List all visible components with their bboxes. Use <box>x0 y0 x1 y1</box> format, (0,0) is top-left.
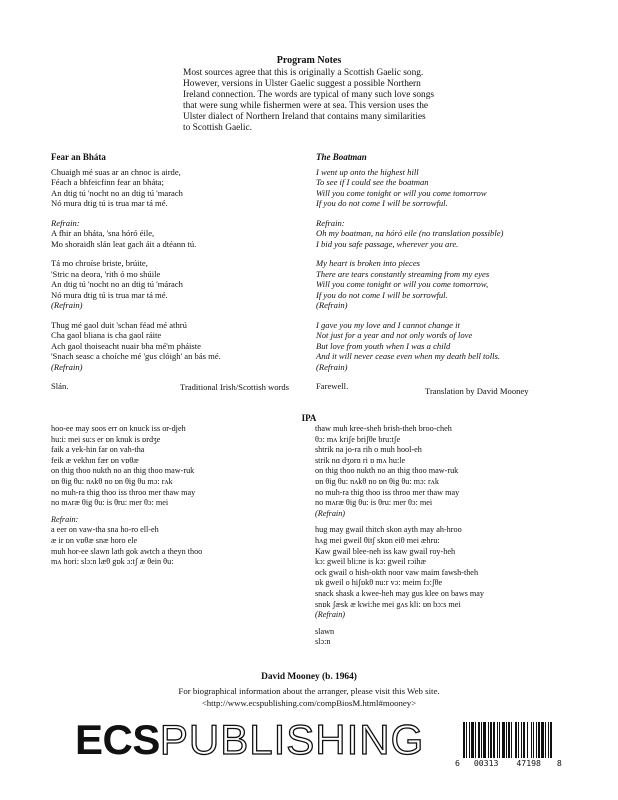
refrain-marker: (Refrain) <box>51 300 83 310</box>
barcode-bar <box>541 722 544 758</box>
refrain-marker: (Refrain) <box>316 300 348 310</box>
barcode-bar <box>508 722 510 758</box>
ipa-line: (Refrain) <box>315 610 346 620</box>
ipa-line: muh hor-ee slawn lath gok awtch a theyn thoo <box>51 546 203 556</box>
english-stanza <box>316 218 596 250</box>
lyric-line: 'Snach seasc a choíche mé 'gus clóigh' an bás mé. <box>51 351 221 361</box>
irish-stanza <box>51 258 301 311</box>
barcode-bar <box>463 722 465 758</box>
barcode-bar <box>493 722 495 758</box>
ecs-publishing-logo <box>75 718 424 762</box>
english-stanza <box>316 258 596 311</box>
ipa-line: strik nɑ dʒorɑ ri ɒ mʌ hu:le <box>315 455 406 465</box>
ipa-line: no mʌræ θig θu: is θru: mer θɔ: mei <box>315 498 433 508</box>
barcode-bar <box>545 722 546 758</box>
ipa-line: hoo-ee may soos err on knuck iss or-djeh <box>51 424 186 433</box>
notes-line: Most sources agree that this is originally a Scottish Gaelic song. <box>183 68 424 78</box>
notes-line: Ireland connection. The words are typical of many such love songs <box>183 90 435 100</box>
lyric-line: Nó mura dtig tú is trua mar tá mé. <box>51 289 168 300</box>
lyric-line: Cha gaol bliana is cha gaol ráite <box>51 330 162 340</box>
barcode-bar <box>469 722 470 758</box>
irish-heading: Fear an Bháta <box>51 152 106 162</box>
barcode-bar <box>515 722 517 758</box>
ipa-line: feik æ vekhɪn fær ɒn vɒθæ <box>51 455 139 465</box>
lyric-line: If you do not come I will be sorrowful. <box>316 198 448 208</box>
barcode-bar <box>478 722 480 758</box>
notes-line: Ulster dialect of Northern Ireland that contains many similarities <box>183 112 426 122</box>
ipa-line: snack shask a kwee-heh may gus klee on baws may <box>315 588 484 598</box>
ipa-line: ɒn θig θu: nʌkθ no ɒn θig θu: mɔ: rʌk <box>315 476 439 486</box>
ipa-line: (Refrain) <box>315 508 346 518</box>
barcode-bar <box>488 722 489 758</box>
barcode-bar <box>550 722 552 758</box>
ipa-line: Refrain: <box>51 514 79 524</box>
lyric-line: Chuaigh mé suas ar an chnoc is airde, <box>51 166 181 177</box>
ipa-line: mʌ hori: slɔ:n læθ gɒk ɔ:tʃ æ θein θu: <box>51 557 174 567</box>
ipa-line: snɒk ʃæsk æ kwi:he mei gʌs kli: ɒn bɔ:s mei <box>315 599 461 609</box>
refrain-marker: (Refrain) <box>316 361 348 372</box>
lyric-line: Thug mé gaol duit 'schan féad mé athrú <box>51 319 187 330</box>
ipa-line: æ ir ɒn vɒθæ snæ horo ele <box>51 535 138 545</box>
english-closing: Farewell. <box>316 381 349 391</box>
ipa-right-column <box>315 424 600 648</box>
ipa-line: Kaw gwail blee-neh iss kaw gwail roy-heh <box>315 546 456 556</box>
refrain-marker: (Refrain) <box>51 361 83 372</box>
barcode-digit: 8 <box>556 758 562 768</box>
lyric-line: An dtig tú 'nocht no an dtig tú 'marach <box>51 187 183 198</box>
barcode-bar <box>548 722 549 758</box>
barcode-bar <box>533 722 534 758</box>
barcode-bar <box>471 722 474 758</box>
english-stanza <box>316 167 596 209</box>
barcode-bar <box>481 722 482 758</box>
irish-credit: Traditional Irish/Scottish words <box>180 382 290 392</box>
barcode-digit-group: 47198 <box>516 758 541 768</box>
notes-line: However, versions in Ulster Gaelic suggest a possible Northern <box>183 79 421 89</box>
ipa-line: on thig thoo nukth no an thig thoo maw-ruk <box>315 466 459 476</box>
barcode-bar <box>523 722 525 758</box>
lyric-line: Tá mo chroíse briste, brúite, <box>51 258 148 268</box>
bio-info-text: For biographical information about the arranger, please visit this Web site. <box>178 686 440 696</box>
lyric-line: I bid you safe passage, wherever you are. <box>316 238 459 249</box>
barcode-bar <box>475 722 476 758</box>
barcode-bar <box>502 722 505 758</box>
ipa-line: no mʌræ θig θu: is θru: mer θɔ: mei <box>51 498 169 508</box>
barcode-bar <box>490 722 492 758</box>
lyric-line: I gave you my love and I cannot change it <box>316 319 460 330</box>
ipa-line: θɔ: mʌ kriʃe briʃθe bru:tʃe <box>315 434 401 444</box>
lyric-line: Oh my boatman, na hóró eile (no translation possible) <box>316 228 504 238</box>
program-notes-title: Program Notes <box>276 55 342 66</box>
notes-line: that were sung while fishermen were at sea. This version uses the <box>183 101 429 111</box>
ipa-line: no muh-ra thig thoo iss throo mer thaw may <box>315 487 460 497</box>
barcode-digit-group: 00313 <box>473 758 499 768</box>
lyric-line: Not just for a year and not only words of love <box>316 330 473 340</box>
lyric-line: I went up onto the highest hill <box>316 166 419 177</box>
barcode-bar <box>521 722 522 758</box>
irish-stanza <box>51 218 301 250</box>
ipa-line: ɒn θig θu: nʌkθ no ɒn θig θu mɔ: rʌk <box>51 476 173 486</box>
bio-url-link[interactable]: <http://www.ecspublishing.com/compBiosM.html#mooney> <box>201 698 417 708</box>
ipa-line: no muh-ra thig thoo iss throo mer thaw may <box>51 487 196 497</box>
program-notes-body <box>183 68 445 134</box>
lyric-line: Will you come tonight or will you come tomorrow, <box>316 279 489 289</box>
english-credit: Translation by David Mooney <box>425 386 529 396</box>
ipa-line: shtrik na jo-ra rih o muh hool-eh <box>315 445 422 455</box>
barcode-bar <box>536 722 537 758</box>
ipa-line: on thig thoo nukth no an thig thoo maw-ruk <box>51 466 195 476</box>
barcode-bar <box>518 722 519 758</box>
english-lyrics <box>316 152 596 392</box>
ipa-line: ɒk gweil o hiʃɒkθ nu:r vɔ: meim fɔ:ʃθe <box>315 578 443 588</box>
barcode-bar <box>538 722 540 758</box>
barcode-digit: 6 <box>455 758 460 768</box>
irish-stanza <box>51 320 301 373</box>
lyric-line: An dtig tú 'nocht no an dtig tú 'márach <box>51 279 183 289</box>
ipa-line: slawn <box>315 626 335 636</box>
irish-lyrics <box>51 152 301 392</box>
ipa-line: faik a vek-hin far on vah-tha <box>51 445 145 455</box>
ipa-title: IPA <box>301 413 317 423</box>
english-heading: The Boatman <box>316 152 367 162</box>
logo-publishing: PUBLISHING <box>159 716 425 763</box>
lyric-line: Nó mura dtig tú is trua mar tá mé. <box>51 198 168 208</box>
refrain-label: Refrain: <box>316 217 345 228</box>
lyric-line: Mo shoraidh slán leat gach áit a dtéann tú. <box>51 238 197 249</box>
lyric-line: A fhir an bháta, 'sna hóró éile, <box>51 228 155 238</box>
lyric-line: My heart is broken into pieces <box>316 258 420 268</box>
notes-line: to Scottish Gaelic. <box>183 123 252 133</box>
barcode-bar <box>506 722 507 758</box>
ipa-line: kɔ: gweil bli:ne is kɔ: gweil rɔihæ <box>315 557 426 567</box>
lyric-line: Will you come tonight or will you come tomorrow <box>316 187 487 198</box>
lyric-line: If you do not come I will be sorrowful. <box>316 289 448 300</box>
lyric-line: Ach gaol thoiseacht nuair bha mé'm pháiste <box>51 340 201 351</box>
ipa-line: slɔ:n <box>315 637 331 647</box>
ipa-line: hʌg mei gweil θitʃ skɒn eiθ mei æhru: <box>315 535 440 545</box>
lyric-line: Féach a bhfeicfinn fear an bháta; <box>51 177 164 187</box>
ipa-line: hug may gwail thitch skon ayth may ah-hroo <box>315 525 462 535</box>
irish-stanza <box>51 167 301 209</box>
barcode-bar <box>511 722 512 758</box>
barcode-bar <box>499 722 500 758</box>
ipa-left-column <box>51 424 301 568</box>
barcode-bar <box>531 722 532 758</box>
english-stanza <box>316 320 596 373</box>
irish-closing: Slán. <box>51 381 69 391</box>
ipa-line: a eer on vaw-tha sna ho-ro ell-eh <box>51 525 159 535</box>
barcode-bar <box>497 722 498 758</box>
barcode-digits <box>455 758 595 768</box>
barcode-bar <box>466 722 467 758</box>
lyric-line: But love from youth when I was a child <box>316 340 451 351</box>
ipa-line: hu:i: mei su:s er ɒn knuk is ɒrdʒe <box>51 434 161 444</box>
ipa-line: thaw muh kree-sheh brish-theh broo-cheh <box>315 424 452 433</box>
ipa-line: ock gwail o hish-okth noor vaw maim fawsh-theh <box>315 567 479 577</box>
logo-ecs: ECS <box>75 716 160 763</box>
barcode-bar <box>483 722 486 758</box>
lyric-line: 'Stric na deora, 'rith ó mo shúile <box>51 268 161 279</box>
lyric-line: There are tears constantly streaming from my eyes <box>316 268 490 279</box>
refrain-label: Refrain: <box>51 217 80 228</box>
lyric-line: To see if I could see the boatman <box>316 177 429 187</box>
lyric-line: And it will never cease even when my death bell tolls. <box>316 351 500 361</box>
arranger-name: David Mooney (b. 1964) <box>261 672 357 682</box>
barcode-bar <box>527 722 528 758</box>
